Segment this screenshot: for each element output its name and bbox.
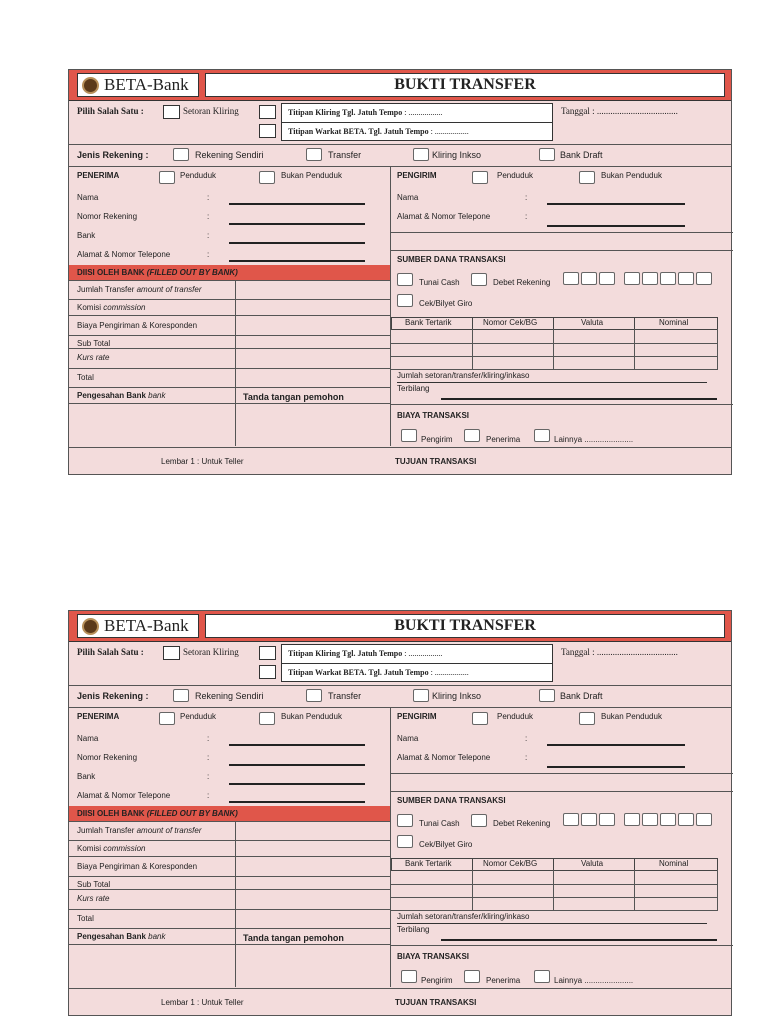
table-header-nomor-cek: Nomor Cek/BG [483, 318, 538, 327]
cek-table [391, 858, 718, 910]
penerima-bank-field[interactable] [229, 242, 365, 244]
penerima-rekening-field[interactable] [229, 223, 365, 225]
biaya-transaksi-heading: BIAYA TRANSAKSI [397, 952, 470, 961]
table-header-bank-tertarik: Bank Tertarik [405, 318, 452, 327]
biaya-pengirim-checkbox[interactable] [401, 970, 417, 983]
titipan-box [281, 644, 553, 682]
bank-logo-icon [82, 77, 99, 94]
tunai-cash-label: Tunai Cash [419, 278, 460, 287]
table-header-valuta: Valuta [581, 859, 604, 868]
jumlah-setoran-field[interactable] [397, 382, 707, 383]
debet-rekening-digit-boxes-b[interactable] [624, 813, 724, 825]
colon: : [207, 791, 210, 800]
bank-logo [77, 73, 199, 97]
penerima-rekening-field[interactable] [229, 764, 365, 766]
jenis-rekening-label: Jenis Rekening : [77, 150, 149, 160]
bank-draft-label: Bank Draft [560, 150, 603, 160]
table-header-nomor-cek: Nomor Cek/BG [483, 859, 538, 868]
table-header-valuta: Valuta [581, 318, 604, 327]
colon: : [207, 753, 210, 762]
pengirim-nama-label: Nama [397, 734, 419, 743]
pengesahan-signature-area[interactable] [69, 945, 235, 987]
setoran-kliring-checkbox[interactable] [163, 105, 180, 119]
penerima-alamat-field[interactable] [229, 801, 365, 803]
kurs-label: Kurs rate [77, 894, 110, 903]
form-header [69, 611, 731, 642]
terbilang-field[interactable] [441, 939, 717, 941]
colon: : [525, 753, 528, 762]
terbilang-field[interactable] [441, 398, 717, 400]
tujuan-transaksi-label: TUJUAN TRANSAKSI [395, 998, 477, 1007]
pemohon-signature-area[interactable] [236, 945, 390, 987]
pengirim-alamat-field[interactable] [547, 766, 685, 768]
penerima-heading: PENERIMA [77, 712, 120, 721]
debet-rekening-checkbox[interactable] [471, 273, 487, 286]
jenis-rekening-label: Jenis Rekening : [77, 691, 149, 701]
biaya-lainnya-checkbox[interactable] [534, 970, 550, 983]
transfer-checkbox[interactable] [306, 148, 322, 161]
rekening-sendiri-label: Rekening Sendiri [195, 691, 264, 701]
pengirim-penduduk-label: Penduduk [497, 171, 534, 180]
diisi-oleh-bank-label: DIISI OLEH BANK (FILLED OUT BY BANK) [77, 809, 238, 818]
biaya-lainnya-checkbox[interactable] [534, 429, 550, 442]
form-header [69, 70, 731, 101]
komisi-label: Komisi commission [77, 303, 146, 312]
pengesahan-signature-area[interactable] [69, 404, 235, 446]
penerima-alamat-label: Alamat & Nomor Telepone [77, 250, 171, 259]
setoran-kliring-checkbox[interactable] [163, 646, 180, 660]
penerima-alamat-label: Alamat & Nomor Telepone [77, 791, 171, 800]
form-title: BUKTI TRANSFER [205, 73, 725, 97]
rekening-sendiri-checkbox[interactable] [173, 148, 189, 161]
bank-name: BETA-Bank [104, 75, 189, 94]
biaya-penerima-label: Penerima [486, 435, 521, 444]
jumlah-transfer-label: Jumlah Transfer amount of transfer [77, 285, 202, 294]
debet-rekening-digit-boxes-a[interactable] [563, 272, 619, 284]
colon: : [525, 734, 528, 743]
colon: : [525, 193, 528, 202]
colon: : [207, 231, 210, 240]
setoran-kliring-label: Setoran Kliring [183, 647, 239, 657]
debet-rekening-label: Debet Rekening [493, 278, 551, 287]
penerima-rekening-label: Nomor Rekening [77, 212, 138, 221]
lembar-label: Lembar 1 : Untuk Teller [161, 998, 244, 1007]
debet-rekening-digit-boxes-a[interactable] [563, 813, 619, 825]
biaya-pengirim-checkbox[interactable] [401, 429, 417, 442]
sumber-dana-heading: SUMBER DANA TRANSAKSI [397, 796, 506, 805]
bank-draft-label: Bank Draft [560, 691, 603, 701]
bank-logo [77, 614, 199, 638]
pengesahan-label: Pengesahan Bank bank [77, 932, 166, 941]
pengirim-penduduk-label: Penduduk [497, 712, 534, 721]
pengirim-nama-field[interactable] [547, 744, 685, 746]
titipan-warkat-label: Titipan Warkat BETA. Tgl. Jatuh Tempo : ................. [288, 668, 469, 677]
pengirim-heading: PENGIRIM [397, 712, 437, 721]
total-label: Total [77, 914, 94, 923]
form-title: BUKTI TRANSFER [205, 614, 725, 638]
penerima-nama-label: Nama [77, 734, 99, 743]
setoran-kliring-label: Setoran Kliring [183, 106, 239, 116]
pengirim-heading: PENGIRIM [397, 171, 437, 180]
pengirim-alamat-label: Alamat & Nomor Telepone [397, 212, 491, 221]
penerima-bank-label: Bank [77, 772, 96, 781]
titipan-kliring-checkbox[interactable] [259, 105, 276, 119]
penerima-bukan-penduduk-label: Bukan Penduduk [281, 712, 342, 721]
penerima-penduduk-checkbox[interactable] [159, 712, 175, 725]
kliring-inkso-label: Kliring Inkso [432, 691, 482, 701]
kliring-inkso-checkbox[interactable] [413, 689, 429, 702]
biaya-pengirim-label: Pengirim [421, 435, 453, 444]
pengirim-alamat-field[interactable] [547, 225, 685, 227]
transfer-form [68, 610, 732, 1016]
pengirim-penduduk-checkbox[interactable] [472, 171, 488, 184]
biaya-penerima-checkbox[interactable] [464, 970, 480, 983]
tujuan-transaksi-label: TUJUAN TRANSAKSI [395, 457, 477, 466]
biaya-pengiriman-label: Biaya Pengiriman & Koresponden [77, 862, 198, 871]
rekening-sendiri-checkbox[interactable] [173, 689, 189, 702]
tunai-cash-checkbox[interactable] [397, 273, 413, 286]
diisi-oleh-bank-label: DIISI OLEH BANK (FILLED OUT BY BANK) [77, 268, 238, 277]
kliring-inkso-checkbox[interactable] [413, 148, 429, 161]
titipan-box [281, 103, 553, 141]
pengirim-penduduk-checkbox[interactable] [472, 712, 488, 725]
penerima-bank-field[interactable] [229, 783, 365, 785]
colon: : [525, 212, 528, 221]
biaya-lainnya-label: Lainnya ...................... [554, 976, 634, 985]
bank-draft-checkbox[interactable] [539, 148, 555, 161]
pengirim-nama-label: Nama [397, 193, 419, 202]
bank-draft-checkbox[interactable] [539, 689, 555, 702]
debet-rekening-label: Debet Rekening [493, 819, 551, 828]
pengirim-bukan-penduduk-checkbox[interactable] [579, 712, 595, 725]
komisi-label: Komisi commission [77, 844, 146, 853]
penerima-nama-field[interactable] [229, 744, 365, 746]
penerima-bukan-penduduk-label: Bukan Penduduk [281, 171, 342, 180]
penerima-nama-label: Nama [77, 193, 99, 202]
biaya-penerima-label: Penerima [486, 976, 521, 985]
colon: : [207, 193, 210, 202]
bank-logo-icon [82, 618, 99, 635]
tanda-tangan-label: Tanda tangan pemohon [243, 392, 344, 402]
tunai-cash-checkbox[interactable] [397, 814, 413, 827]
titipan-warkat-checkbox[interactable] [259, 665, 276, 679]
biaya-pengiriman-label: Biaya Pengiriman & Koresponden [77, 321, 198, 330]
transfer-checkbox[interactable] [306, 689, 322, 702]
bank-name: BETA-Bank [104, 616, 189, 635]
jumlah-transfer-label: Jumlah Transfer amount of transfer [77, 826, 202, 835]
transfer-label: Transfer [328, 691, 362, 701]
penerima-penduduk-label: Penduduk [180, 712, 217, 721]
penerima-bukan-penduduk-checkbox[interactable] [259, 171, 275, 184]
transfer-label: Transfer [328, 150, 362, 160]
tunai-cash-label: Tunai Cash [419, 819, 460, 828]
sub-total-label: Sub Total [77, 340, 111, 347]
table-header-nominal: Nominal [659, 859, 689, 868]
pengirim-bukan-penduduk-checkbox[interactable] [579, 171, 595, 184]
table-header-nominal: Nominal [659, 318, 689, 327]
pengesahan-label: Pengesahan Bank bank [77, 391, 166, 400]
jumlah-setoran-label: Jumlah setoran/transfer/kliring/inkaso [397, 371, 530, 380]
penerima-penduduk-label: Penduduk [180, 171, 217, 180]
biaya-transaksi-heading: BIAYA TRANSAKSI [397, 411, 470, 420]
pengirim-alamat-label: Alamat & Nomor Telepone [397, 753, 491, 762]
total-label: Total [77, 373, 94, 382]
pengirim-bukan-penduduk-label: Bukan Penduduk [601, 712, 662, 721]
penerima-bank-label: Bank [77, 231, 96, 240]
cek-bilyet-checkbox[interactable] [397, 835, 413, 848]
titipan-warkat-label: Titipan Warkat BETA. Tgl. Jatuh Tempo : ................. [288, 127, 469, 136]
kliring-inkso-label: Kliring Inkso [432, 150, 482, 160]
cek-bilyet-label: Cek/Bilyet Giro [419, 299, 473, 308]
biaya-pengirim-label: Pengirim [421, 976, 453, 985]
sub-total-label: Sub Total [77, 881, 111, 888]
penerima-nama-field[interactable] [229, 203, 365, 205]
penerima-alamat-field[interactable] [229, 260, 365, 262]
colon: : [207, 772, 210, 781]
titipan-warkat-checkbox[interactable] [259, 124, 276, 138]
titipan-kliring-label: Titipan Kliring Tgl. Jatuh Tempo : ................. [288, 108, 443, 117]
penerima-penduduk-checkbox[interactable] [159, 171, 175, 184]
table-header-bank-tertarik: Bank Tertarik [405, 859, 452, 868]
penerima-bukan-penduduk-checkbox[interactable] [259, 712, 275, 725]
cek-table [391, 317, 718, 369]
tanda-tangan-label: Tanda tangan pemohon [243, 933, 344, 943]
jumlah-setoran-label: Jumlah setoran/transfer/kliring/inkaso [397, 912, 530, 921]
debet-rekening-checkbox[interactable] [471, 814, 487, 827]
pemohon-signature-area[interactable] [236, 404, 390, 446]
lembar-label: Lembar 1 : Untuk Teller [161, 457, 244, 466]
transfer-form [68, 69, 732, 475]
penerima-rekening-label: Nomor Rekening [77, 753, 138, 762]
pilih-label: Pilih Salah Satu : [77, 106, 144, 116]
pengirim-bukan-penduduk-label: Bukan Penduduk [601, 171, 662, 180]
colon: : [207, 212, 210, 221]
jumlah-setoran-field[interactable] [397, 923, 707, 924]
debet-rekening-digit-boxes-b[interactable] [624, 272, 724, 284]
cek-bilyet-checkbox[interactable] [397, 294, 413, 307]
tanggal-field[interactable]: Tanggal : .................................... [561, 647, 678, 657]
cek-bilyet-label: Cek/Bilyet Giro [419, 840, 473, 849]
colon: : [207, 734, 210, 743]
kurs-label: Kurs rate [77, 353, 110, 362]
pengirim-nama-field[interactable] [547, 203, 685, 205]
colon: : [207, 250, 210, 259]
terbilang-label: Terbilang [397, 925, 430, 934]
sumber-dana-heading: SUMBER DANA TRANSAKSI [397, 255, 506, 264]
biaya-penerima-checkbox[interactable] [464, 429, 480, 442]
penerima-heading: PENERIMA [77, 171, 120, 180]
tanggal-field[interactable]: Tanggal : .................................... [561, 106, 678, 116]
titipan-kliring-checkbox[interactable] [259, 646, 276, 660]
pilih-label: Pilih Salah Satu : [77, 647, 144, 657]
titipan-kliring-label: Titipan Kliring Tgl. Jatuh Tempo : ................. [288, 649, 443, 658]
biaya-lainnya-label: Lainnya ...................... [554, 435, 634, 444]
rekening-sendiri-label: Rekening Sendiri [195, 150, 264, 160]
terbilang-label: Terbilang [397, 384, 430, 393]
